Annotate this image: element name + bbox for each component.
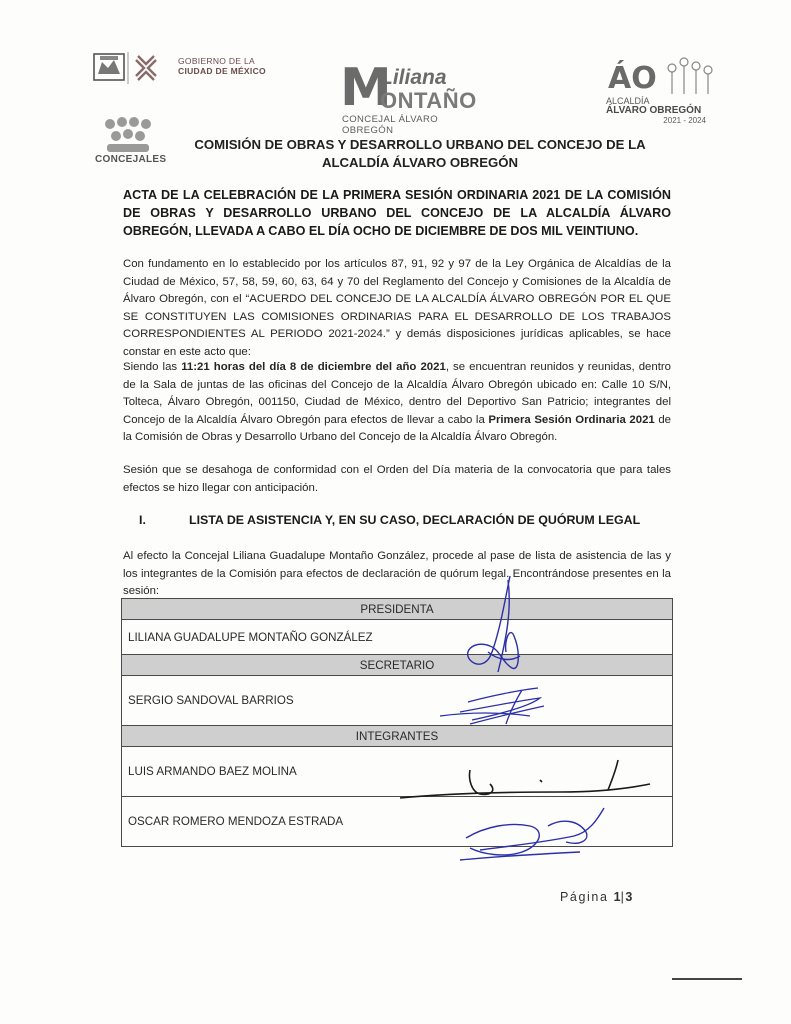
logo-subtitle: CONCEJAL ÁLVARO OBREGÓN xyxy=(342,114,439,136)
alcaldia-period: 2021 - 2024 xyxy=(663,116,706,125)
attendance-table xyxy=(121,598,673,847)
table-row xyxy=(122,676,673,726)
page-separator: | xyxy=(620,890,626,904)
secretario-name: SERGIO SANDOVAL BARRIOS xyxy=(122,676,673,726)
people-group-icon xyxy=(95,116,165,154)
presidenta-name: LILIANA GUADALUPE MONTAÑO GONZÁLEZ xyxy=(122,620,673,655)
page-number xyxy=(560,890,632,904)
secretario-header: SECRETARIO xyxy=(122,655,673,676)
alcaldia-line1: ALCALDÍA xyxy=(606,96,650,106)
integrante-name-2: OSCAR ROMERO MENDOZA ESTRADA xyxy=(122,797,673,847)
title-line1: COMISIÓN DE OBRAS Y DESARROLLO URBANO DEL CONCEJO DE LA xyxy=(194,137,646,152)
acta-heading: ACTA DE LA CELEBRACIÓN DE LA PRIMERA SESIÓN ORDINARIA 2021 DE LA COMISIÓN DE OBRAS Y DESARROLLO URBANO DEL CONCEJO DE LA ALCALDÍA ÁLVARO OBREGÓN, LLEVADA A CABO EL DÍA OCHO DE DICIEMBRE DE DOS MIL VEINTIUNO. xyxy=(123,188,671,238)
table-row xyxy=(122,747,673,797)
section-number: I. xyxy=(139,513,146,527)
section-title: LISTA DE ASISTENCIA Y, EN SU CASO, DECLARACIÓN DE QUÓRUM LEGAL xyxy=(189,513,641,527)
legal-basis-paragraph: Con fundamento en lo establecido por los artículos 87, 91, 92 y 97 de la Ley Orgánica de Alcaldías de la Ciudad de México, 57, 58, 59, 60, 63, 64 y 70 del Reglamento del Concejo y Comisiones de la Alcaldía de Álvaro Obregón, con el “ACUERDO DEL CONCEJO DE LA ALCALDÍA ÁLVARO OBREGÓN POR EL QUE SE CONSTITUYEN LAS COMISIONES ORDINARIAS PARA EL DESARROLLO DE LOS TRABAJOS CORRESPONDIENTES AL PERIODO 2021-2024.” y demás disposiciones jurídicas aplicables, se hace constar en este acto que: xyxy=(123,258,671,358)
concejales-text: CONCEJALES xyxy=(95,154,167,165)
cdmx-logo-text xyxy=(178,56,266,76)
integrante-name-1: LUIS ARMANDO BAEZ MOLINA xyxy=(122,747,673,797)
table-row xyxy=(122,726,673,747)
logo-m-letter: M xyxy=(340,58,392,118)
alcaldia-line2: ÁLVARO OBREGÓN xyxy=(606,105,702,116)
table-row xyxy=(122,655,673,676)
p2-text1: Siendo las xyxy=(123,361,182,373)
presidenta-header: PRESIDENTA xyxy=(122,599,673,620)
logo-montano-text: ONTAÑO xyxy=(380,88,477,113)
cdmx-emblem-icon xyxy=(92,48,172,88)
alcaldia-logo-text xyxy=(606,96,706,126)
agenda-paragraph: Sesión que se desahoga de conformidad con el Orden del Día materia de la convocatoria que para tales efectos se hizo llegar con anticipación. xyxy=(123,464,671,494)
page-label: Página xyxy=(560,890,609,904)
table-row xyxy=(122,797,673,847)
roll-call-paragraph: Al efecto la Concejal Liliana Guadalupe Montaño González, procede al pase de lista de asistencia de las y los integrantes de la Comisión para efectos de declaración de quórum legal. Encontrándose presentes en la sesión: xyxy=(123,550,671,598)
cdmx-government-logo xyxy=(92,48,272,88)
table-row xyxy=(122,599,673,620)
svg-text:ÁO: ÁO xyxy=(608,61,657,96)
title-line2: ALCALDÍA ÁLVARO OBREGÓN xyxy=(321,155,519,170)
concejales-logo xyxy=(95,116,165,170)
p2-session-name: Primera Sesión Ordinaria 2021 xyxy=(488,413,655,426)
session-details-paragraph xyxy=(123,359,671,447)
logo-liliana-text: Liliana xyxy=(380,66,447,89)
footer-divider xyxy=(672,978,742,980)
table-row xyxy=(122,620,673,655)
p2-text3: de la Comisión de Obras y Desarrollo Urbano del Concejo de la Alcaldía Álvaro Obregón. xyxy=(123,413,671,444)
p2-date-time: 11:21 horas del día 8 de diciembre del año 2021 xyxy=(181,361,446,373)
gov-line2: CIUDAD DE MÉXICO xyxy=(178,66,266,76)
p2-text2: , se encuentran reunidos y reunidas, dentro de la Sala de juntas de las oficinas del Concejo de la Alcaldía Álvaro Obregón ubicado en: Calle 10 S/N, Tolteca, Álvaro Obregón, 001150, Ciudad de México, dentro del Deportivo San Patricio; integrantes del Concejo de la Alcaldía Álvaro Obregón para efectos de llevar a cabo la xyxy=(123,361,672,426)
alcaldia-emblem-icon xyxy=(606,54,716,96)
integrantes-header: INTEGRANTES xyxy=(122,726,673,747)
liliana-montano-logo xyxy=(340,58,490,136)
page-total: 3 xyxy=(625,890,633,904)
gov-line1: GOBIERNO DE LA xyxy=(178,56,255,66)
commission-title xyxy=(190,136,650,172)
page-current: 1 xyxy=(613,890,621,904)
alcaldia-alvaro-obregon-logo xyxy=(606,54,716,140)
